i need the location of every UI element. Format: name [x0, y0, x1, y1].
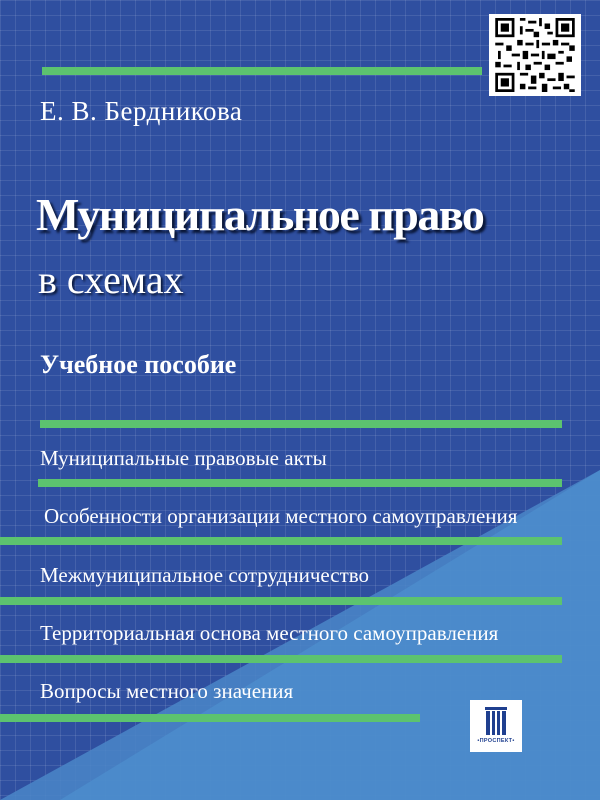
publisher-logo-icon	[470, 700, 522, 752]
topic-item: Вопросы местного значения	[40, 679, 294, 703]
book-subtitle: в схемах	[38, 257, 184, 302]
accent-bar	[0, 597, 562, 605]
topic-item: Муниципальные правовые акты	[40, 446, 327, 470]
accent-bar	[0, 537, 562, 545]
accent-bar-top	[42, 67, 482, 75]
accent-bar	[0, 714, 420, 722]
topic-item: Особенности организации местного самоуправления	[44, 504, 518, 528]
publication-type: Учебное пособие	[40, 350, 237, 379]
topic-item: Межмуниципальное сотрудничество	[40, 563, 370, 587]
accent-bar	[0, 655, 562, 663]
topic-item: Территориальная основа местного самоуправления	[40, 621, 499, 645]
qr-code-icon	[489, 14, 581, 96]
accent-bar	[40, 420, 562, 428]
publisher-logo-text: •ПРОСПЕКТ•	[477, 738, 515, 744]
author-name: Е. В. Бердникова	[40, 96, 243, 126]
accent-bar	[38, 479, 562, 487]
book-title: Муниципальное право	[36, 189, 484, 240]
